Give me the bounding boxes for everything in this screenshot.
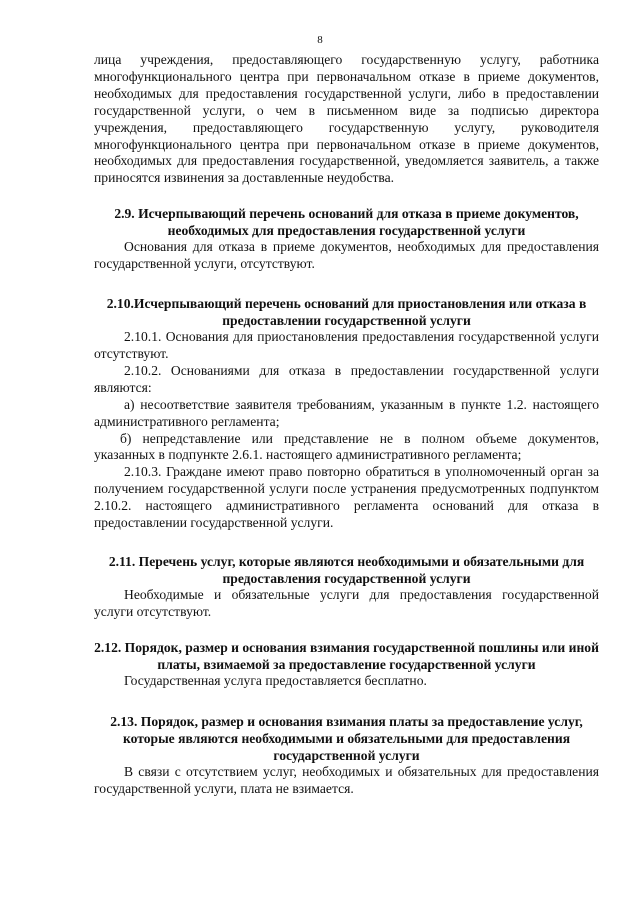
section-heading: 2.12. Порядок, размер и основания взимания государственной пошлины или иной платы, взимаемой за предоставление государственной услуги [94, 639, 599, 672]
list-item-a: а) несоответствие заявителя требованиям, указанным в пункте 1.2. настоящего административного регламента; [94, 396, 599, 429]
paragraph-2-10-3: 2.10.3. Граждане имеют право повторно обратиться в уполномоченный орган за получением государственной услуги после устранения предусмотренных подпунктом 2.10.2. настоящего административного регламента оснований для отказа в предоставлении государственной услуги. [94, 464, 599, 531]
section-text: Необходимые и обязательные услуги для предоставления государственной услуги отсутствуют. [94, 586, 599, 619]
paragraph-2-10-1: 2.10.1. Основания для приостановления предоставления государственной услуги отсутствуют. [94, 329, 599, 361]
paragraph-2-10-2: 2.10.2. Основаниями для отказа в предоставлении государственной услуги являются: [94, 362, 599, 395]
list-item-b: б) непредставление или представление не в полном объеме документов, указанных в подпункте 2.6.1. настоящего административного регламента; [94, 430, 599, 463]
section-2-13 [94, 713, 599, 798]
section-heading: 2.9. Исчерпывающий перечень оснований для отказа в приеме документов, необходимых для предоставления государственной услуги [114, 206, 579, 239]
section-2-12 [94, 639, 599, 690]
section-2-11 [94, 553, 599, 621]
section-text: Государственная услуга предоставляется бесплатно. [124, 672, 427, 688]
page-number: 8 [317, 34, 323, 46]
page-content [94, 52, 599, 797]
section-heading: 2.10.Исчерпывающий перечень оснований для приостановления или отказа в предоставлении государственной услуги [106, 296, 587, 329]
section-2-10 [94, 295, 599, 532]
section-heading: 2.13. Порядок, размер и основания взимания платы за предоставление услуг, которые являются необходимыми и обязательными для предоставления государственной услуги [110, 713, 583, 763]
section-text: В связи с отсутствием услуг, необходимых и обязательных для предоставления государственной услуги, плата не взимается. [94, 763, 599, 796]
section-2-9 [94, 205, 599, 273]
section-text: Основания для отказа в приеме документов, необходимых для предоставления государственной услуги, отсутствуют. [94, 239, 599, 272]
section-heading: 2.11. Перечень услуг, которые являются необходимыми и обязательными для предоставления государственной услуги [108, 553, 585, 586]
intro-paragraph: лица учреждения, предоставляющего государственную услугу, работника многофункционального центра при первоначальном отказе в приеме документов, необходимых для предоставления государственной услуги, либо в предоставлении государственной услуги, о чем в письменном виде за подписью директора учреждения, предоставляющего государственную услугу, руководителя многофункционального центра при первоначальном отказе в приеме документов, необходимых для предоставления государственной, уведомляется заявитель, а также приносятся извинения за доставленные неудобства. [94, 52, 599, 186]
